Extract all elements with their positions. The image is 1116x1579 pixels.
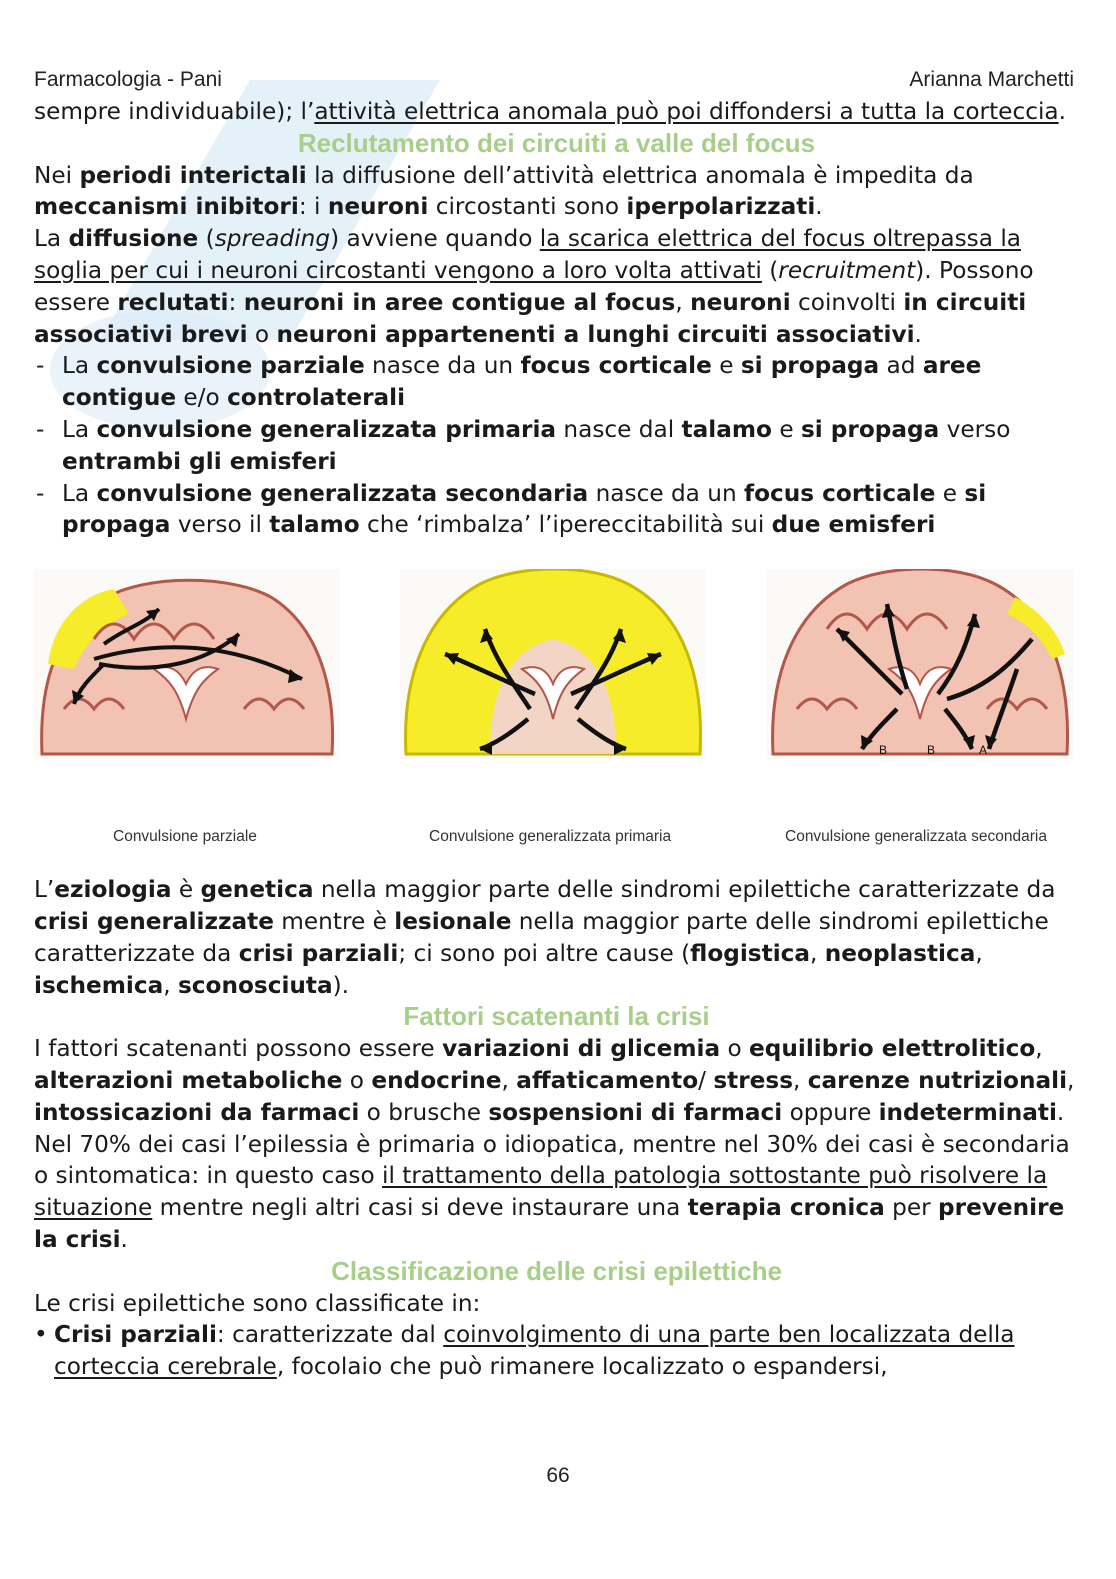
text: circostanti sono [428,193,627,221]
text: , [675,288,691,316]
text: nasce da un [364,352,521,380]
bold-text: alterazioni metaboliche [34,1066,343,1094]
paragraph-triggers [34,1033,1079,1128]
text: ( [761,256,779,284]
text: , [1035,1035,1043,1063]
list-item [34,414,1079,478]
bold-text: variazioni di glicemia [442,1035,721,1063]
bold-text: crisi parziali [238,939,399,967]
text: o [342,1066,372,1094]
bold-text: crisi generalizzate [34,907,274,935]
text: ad [879,352,923,380]
label-b: B [927,743,936,758]
text: ) avviene quando [330,225,540,253]
label-a: A [979,743,988,758]
bold-text: genetica [200,876,314,904]
text: . [914,320,922,348]
text: verso il [170,511,270,539]
text: , [163,971,178,999]
bold-text: neuroni [327,193,429,221]
text: . [1056,1098,1065,1126]
bold-text: neoplastica [824,939,976,967]
text: è [171,876,201,904]
text: : caratterizzate dal [216,1321,444,1349]
paragraph-interictal [34,160,1079,224]
text: oppure [782,1098,879,1126]
text: , [501,1066,517,1094]
text: verso [939,415,1011,443]
text: . [815,193,823,221]
paragraph-incidence [34,1129,1079,1256]
text: o [720,1035,750,1063]
list-item [34,478,1079,542]
text: . [120,1225,128,1253]
brain-diagram-primary [400,569,706,759]
brain-diagram-secondary [767,569,1073,759]
text: / [698,1066,714,1094]
bold-text: diffusione [68,225,199,253]
text: nasce da un [588,479,745,507]
text: , focolaio che può rimanere localizzato o espandersi, [276,1353,888,1381]
text: La [34,225,69,253]
text: nasce dal [556,415,682,443]
bold-text: lesionale [394,907,512,935]
header-right: Arianna Marchetti [909,68,1074,91]
figure-caption: Convulsione parziale [113,828,257,846]
bold-text: sconosciuta [177,971,333,999]
paragraph-classification: Le crisi epilettiche sono classificate in: [34,1289,481,1317]
underlined-text: la scarica elettrica del focus oltrepassa la soglia per cui i neuroni circostanti vengono a loro volta attivati [34,225,1021,284]
bold-text: aree contigue [62,352,982,412]
text: che ‘rimbalza’ l’ipereccitabilità sui [359,511,772,539]
bold-text: terapia cronica [687,1194,885,1222]
bold-text: convulsione generalizzata secondaria [96,479,589,507]
text: : [228,288,244,316]
text: I fattori scatenanti possono essere [34,1035,443,1063]
bold-text: focus corticale [520,352,712,380]
italic-text: spreading [214,225,331,253]
brain-diagram-partial [34,569,340,759]
bold-text: equilibrio elettrolitico [749,1035,1036,1063]
text: , [1067,1066,1075,1094]
text: Nel 70% dei casi l’epilessia è primaria o idiopatica, mentre nel 30% dei casi è secondaria o sintomatica: in questo caso [34,1130,1070,1190]
bold-text: eziologia [54,876,172,904]
paragraph-etiology [34,874,1079,1001]
text: La [62,415,97,443]
page-number: 66 [546,1464,570,1487]
figure-generalized-secondary [767,569,1073,846]
bold-text: periodi interictali [79,161,307,189]
text: , [810,939,825,967]
underlined-text: il trattamento della patologia sottostante può risolvere la situazione [34,1162,1048,1222]
bold-text: entrambi gli emisferi [62,447,337,475]
bold-text: affaticamento [516,1066,699,1094]
bold-text: talamo [681,415,772,443]
bold-text: intossicazioni da farmaci [34,1098,360,1126]
text: o brusche [359,1098,489,1126]
text: per [884,1194,939,1222]
text: e [935,479,965,507]
bold-text: talamo [269,511,360,539]
text: mentre negli altri casi si deve instaurare una [152,1194,688,1222]
list-item [34,350,1079,414]
section-title: Classificazione delle crisi epilettiche [331,1255,782,1286]
text: sempre individuabile); l’ [34,98,315,125]
bold-text: controlaterali [227,384,406,412]
text: nella maggior parte delle sindromi epilettiche caratterizzate da [34,907,1049,967]
section-title: Reclutamento dei circuiti a valle del focus [297,127,816,158]
text: , [975,939,983,967]
text: ; ci sono poi altre cause ( [398,939,691,967]
text: , [793,1066,808,1094]
bold-text: stress [713,1066,793,1094]
text: ). Possono essere [34,256,1034,316]
underlined-text: coinvolgimento di una parte ben localizzata della corteccia cerebrale [54,1321,1015,1381]
figure-generalized-primary [400,569,706,846]
text: la diffusione dell’attività elettrica anomala è impedita da [306,161,974,189]
bold-text: in circuiti associativi brevi [34,288,1027,348]
bold-text: sospensioni di farmaci [488,1098,783,1126]
bold-text: neuroni [690,288,791,316]
text: e/o [176,384,228,412]
paragraph-spreading [34,223,1079,350]
underlined-text: attività elettrica anomala può poi diffondersi a tutta la corteccia [314,98,1059,125]
bold-text: meccanismi inibitori [34,193,299,221]
bold-text: Crisi parziali [54,1321,217,1349]
bold-text: neuroni appartenenti a lunghi circuiti associativi [276,320,915,348]
text: e [771,415,801,443]
text: . [1058,98,1066,125]
bold-text: convulsione parziale [96,352,365,380]
bold-text: convulsione generalizzata primaria [96,415,557,443]
text: e [711,352,741,380]
bold-text: reclutati [117,288,229,316]
text: o [247,320,277,348]
text: Nei [34,161,80,189]
text: L’ [34,876,55,904]
text: nella maggior parte delle sindromi epilettiche caratterizzate da [313,876,1056,904]
bold-text: si propaga [62,479,987,539]
bullet-item [34,1319,1079,1383]
bold-text: iperpolarizzati [626,193,816,221]
text: La [62,479,97,507]
text: coinvolti [790,288,904,316]
bold-text: focus corticale [744,479,936,507]
bold-text: neuroni in aree contigue al focus [243,288,676,316]
figure-caption: Convulsione generalizzata primaria [429,828,672,846]
text: ). [332,971,350,999]
figure-row [34,569,1079,874]
text: mentre è [273,907,395,935]
bold-text: si propaga [800,415,940,443]
italic-text: recruitment [778,256,916,284]
bold-text: flogistica [690,939,811,967]
text: La [62,352,97,380]
page-body [34,96,1079,1383]
bold-text: si propaga [740,352,880,380]
intro-paragraph [34,96,1079,128]
figure-caption: Convulsione generalizzata secondaria [785,828,1047,846]
text: : i [298,193,328,221]
bold-text: ischemica [34,971,164,999]
bold-text: due emisferi [771,511,936,539]
bold-text: endocrine [371,1066,502,1094]
figure-partial-seizure [34,569,340,846]
bold-text: carenze nutrizionali [807,1066,1068,1094]
bold-text: indeterminati [878,1098,1057,1126]
section-title: Fattori scatenanti la crisi [403,1001,710,1032]
label-b: B [879,743,888,758]
text: ( [198,225,215,253]
bold-text: prevenire la crisi [34,1194,1065,1253]
header-left: Farmacologia - Pani [34,68,222,91]
